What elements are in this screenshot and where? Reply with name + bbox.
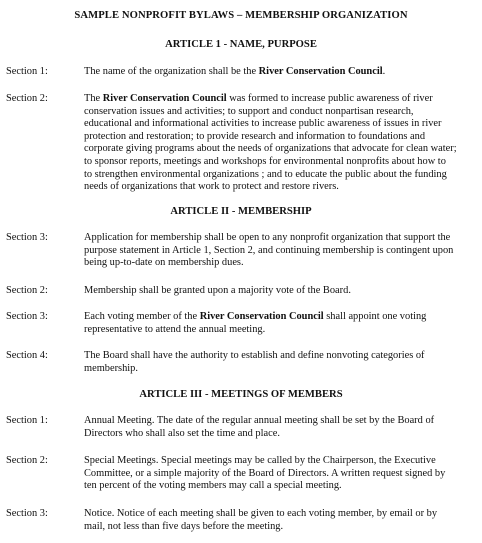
text-line [84, 428, 480, 441]
text-line [84, 169, 480, 182]
text-line [84, 106, 480, 119]
section-text [84, 66, 480, 79]
text-run: The Board shall have the authority to establish and define nonvoting categories of [84, 350, 425, 361]
text-run: Notice. Notice of each meeting shall be given to each voting member, by email or by [84, 508, 438, 519]
article-2-heading: ARTICLE II - MEMBERSHIP [170, 206, 312, 217]
text-line [84, 350, 480, 363]
text-run: conservation issues and activities; to support and conduct nonpartisan research, [84, 105, 414, 117]
text-run: Special Meetings. Special meetings may be called by the Chairperson, the Executive [84, 455, 436, 466]
section-label: Section 4: [6, 350, 48, 361]
text-run: purpose statement in Article 1, Section 2, and continuing membership is contingent upon [84, 244, 454, 256]
text-line [84, 311, 480, 324]
text-run: Directors who shall also set the time and place. [84, 427, 280, 439]
text-run: to sponsor reports, meetings and workshops for environmental nonprofits about how to [84, 155, 446, 167]
text-line [84, 143, 480, 156]
text-run: being up-to-date on membership dues. [84, 257, 244, 269]
section-label: Section 2: [6, 285, 48, 296]
section-text [84, 350, 480, 375]
text-run: The name of the organization shall be the [84, 66, 259, 77]
section-label: Section 1: [6, 66, 48, 77]
text-run: Each voting member of the [84, 311, 200, 322]
text-run: Committee, or a simple majority of the Board of Directors. A written request signed by [84, 467, 446, 479]
section-label: Section 3: [6, 508, 48, 519]
text-run: needs of organizations that work to protect and restore rivers. [84, 181, 339, 193]
text-run: Annual Meeting. The date of the regular annual meeting shall be set by the Board of [84, 415, 435, 426]
section-label: Section 3: [6, 311, 48, 322]
section-label: Section 1: [6, 415, 48, 426]
text-run: was formed to increase public awareness of river [226, 93, 433, 104]
text-line [84, 521, 480, 534]
section-text [84, 93, 480, 194]
section-text [84, 311, 480, 336]
document-title: SAMPLE NONPROFIT BYLAWS – MEMBERSHIP ORGANIZATION [74, 10, 408, 21]
text-line [84, 324, 480, 337]
bold-text-run: River Conservation Council [199, 311, 324, 322]
text-run: protection and restoration; to provide research and information to foundations and [84, 130, 426, 142]
section-label: Section 3: [6, 232, 48, 243]
section-text [84, 232, 480, 270]
text-line [84, 363, 480, 376]
bold-text-run: River Conservation Council [258, 66, 383, 77]
bold-text-run: River Conservation Council [102, 93, 227, 104]
text-line [84, 93, 480, 106]
text-line [84, 156, 480, 169]
text-run: to strengthen environmental organizations ; and to educate the public about the funding [84, 168, 447, 180]
text-line [84, 480, 480, 493]
text-run: corporate giving programs about the needs of organizations that advocate for clean water; [84, 143, 457, 155]
text-line [84, 455, 480, 468]
text-line [84, 118, 480, 131]
text-line [84, 245, 480, 258]
text-run: . [382, 66, 386, 77]
text-line [84, 66, 480, 79]
text-run: The [84, 93, 103, 104]
section-label: Section 2: [6, 455, 48, 466]
text-run: ten percent of the voting members may call a special meeting. [84, 480, 342, 492]
text-line [84, 257, 480, 270]
text-run: Application for membership shall be open to any nonprofit organization that support the [84, 232, 451, 243]
text-line [84, 232, 480, 245]
article-1-heading: ARTICLE 1 - NAME, PURPOSE [165, 39, 317, 50]
section-label: Section 2: [6, 93, 48, 104]
article-3-heading: ARTICLE III - MEETINGS OF MEMBERS [139, 389, 343, 400]
section-text [84, 285, 480, 298]
section-text [84, 508, 480, 533]
text-run: mail, not less than five days before the meeting. [84, 520, 284, 532]
text-line [84, 508, 480, 521]
text-run: Membership shall be granted upon a majority vote of the Board. [84, 285, 351, 296]
text-line [84, 415, 480, 428]
text-line [84, 285, 480, 298]
section-text [84, 415, 480, 440]
section-text [84, 455, 480, 493]
text-line [84, 131, 480, 144]
text-line [84, 181, 480, 194]
text-line [84, 468, 480, 481]
text-run: representative to attend the annual meeting. [84, 323, 266, 335]
text-run: shall appoint one voting [323, 311, 427, 322]
text-run: membership. [84, 362, 138, 374]
text-run: educational and informational activities to increase public awareness of issues in river [84, 118, 442, 130]
